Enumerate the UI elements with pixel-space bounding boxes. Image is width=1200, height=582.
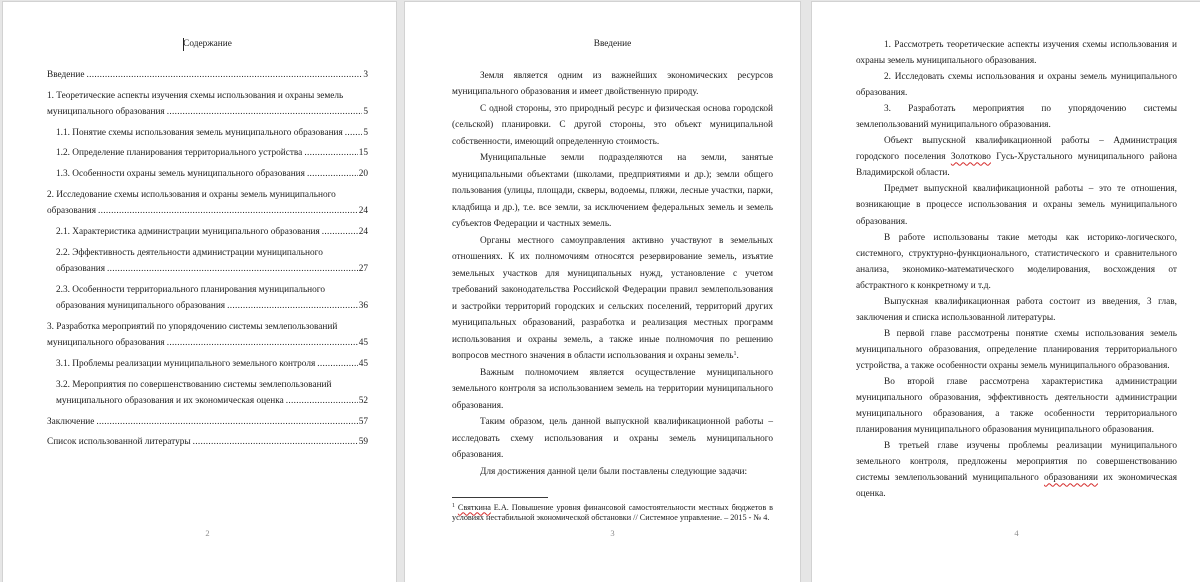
text-line: субъектов Федерации и частных земель. bbox=[452, 219, 612, 230]
paragraph bbox=[856, 230, 1177, 294]
text-line: использования и охраны земель, а также иные полномочия по решению bbox=[452, 334, 773, 345]
text-segment: Гусь-Хрустального муниципального района bbox=[990, 152, 1177, 163]
text-line: Органы местного самоуправления активно участвуют в земельных bbox=[480, 235, 773, 246]
text-line: отношениях. К их полномочиям относятся резервирование земель, изъятие bbox=[452, 252, 773, 263]
toc-entry-line bbox=[56, 166, 368, 182]
dot-leader bbox=[165, 104, 363, 120]
footnote bbox=[452, 503, 773, 524]
footnote-reference[interactable]: 1 bbox=[452, 502, 455, 509]
text-line: устройства, а также особенности охраны земель муниципального образования. bbox=[856, 360, 1170, 371]
toc-page-number: 24 bbox=[358, 206, 368, 217]
text-line: муниципального образования, а также особенности территориального bbox=[856, 409, 1177, 420]
text-line bbox=[856, 149, 1177, 165]
toc-entry-text: 2.3. Особенности территориального планирования муниципального bbox=[56, 284, 326, 295]
toc-entry-text: Заключение bbox=[47, 416, 95, 427]
text-segment: вопросов местного значения в области использования и охраны земель bbox=[452, 351, 734, 362]
dot-leader bbox=[84, 67, 362, 83]
toc-page-number: 36 bbox=[358, 301, 368, 312]
paragraph bbox=[452, 101, 773, 151]
text-segment: их экономическая bbox=[1098, 473, 1177, 484]
text-line: Для достижения данной цели были поставлены следующие задачи: bbox=[480, 466, 748, 477]
text-line: Земля является одним из важнейших экономических ресурсов bbox=[480, 70, 773, 81]
paragraph bbox=[452, 233, 773, 365]
toc-entry-line bbox=[56, 125, 368, 141]
text-line bbox=[452, 348, 773, 365]
text-line: Муниципальные земли подразделяются на земли, занятые bbox=[480, 153, 773, 164]
toc-entry-line bbox=[56, 393, 368, 409]
toc-entry[interactable] bbox=[47, 166, 368, 182]
text-line: Выпускная квалификационная работа состоит из введения, 3 глав, bbox=[884, 296, 1177, 307]
text-line: Важным полномочием является осуществление муниципального bbox=[480, 367, 773, 378]
text-line: кладбища и др.), т.е. все земли, за исключением федеральных земель и земель bbox=[452, 202, 773, 213]
toc-entry-line bbox=[56, 145, 368, 161]
dot-leader bbox=[94, 414, 357, 430]
paragraph bbox=[856, 133, 1177, 181]
text-line: 2. Исследовать схемы использования и охраны земель муниципального bbox=[884, 72, 1177, 83]
toc-entry[interactable] bbox=[47, 434, 368, 450]
text-line: требований законодательства Российской Федерации правил землепользования bbox=[452, 285, 773, 296]
toc-page-number: 15 bbox=[358, 148, 368, 159]
text-line: охраны земель муниципального образования. bbox=[856, 56, 1037, 67]
dot-leader bbox=[315, 356, 357, 372]
text-line: и застройки территорий городских и сельских поселений, территорий других bbox=[452, 301, 773, 312]
dot-leader bbox=[284, 393, 358, 409]
toc-entry-text: 1. Теоретические аспекты изучения схемы использования и охраны земель bbox=[47, 90, 344, 101]
toc-entry-text: муниципального образования bbox=[47, 106, 165, 117]
paragraph bbox=[452, 464, 773, 481]
text-line: муниципального образования, определение планирования территориального bbox=[856, 344, 1177, 355]
toc-entry-line bbox=[47, 104, 368, 120]
paragraph bbox=[856, 37, 1177, 69]
toc-entry[interactable] bbox=[47, 187, 368, 220]
toc-entry-text: 2. Исследование схемы использования и охраны земель муниципального bbox=[47, 189, 336, 200]
document-page-2 bbox=[3, 2, 396, 582]
text-line: планирования муниципального образования муниципального образования. bbox=[856, 425, 1155, 436]
toc-page-number: 24 bbox=[358, 226, 368, 237]
text-segment: системы землепользований муниципального bbox=[856, 473, 1044, 484]
text-segment: . bbox=[736, 351, 739, 362]
toc-entry[interactable] bbox=[47, 224, 368, 240]
page-body bbox=[452, 68, 773, 481]
text-line: Таким образом, цель данной выпускной квалификационной работы – bbox=[480, 417, 773, 428]
toc-entry-text: образования муниципального образования bbox=[56, 301, 226, 312]
toc-page-number: 27 bbox=[358, 263, 368, 274]
dot-leader bbox=[302, 145, 357, 161]
text-line: В первой главе рассмотрены понятие схемы использования земель bbox=[884, 328, 1177, 339]
paragraph bbox=[452, 68, 773, 101]
dot-leader bbox=[305, 166, 358, 182]
toc-entry-line bbox=[47, 335, 368, 351]
paragraph bbox=[856, 374, 1177, 438]
toc-entry[interactable] bbox=[47, 125, 368, 141]
text-line: условиях нестабильной экономической обстановки // Системное управление. – 2015 - № 4. bbox=[452, 513, 770, 522]
text-line: муниципального образования и имеет двойственную природу. bbox=[452, 87, 699, 98]
footnote-separator bbox=[452, 497, 548, 498]
text-line: Во второй главе рассмотрена характеристика администрации bbox=[884, 376, 1177, 387]
toc-entry[interactable] bbox=[47, 88, 368, 121]
dot-leader bbox=[105, 261, 358, 277]
paragraph bbox=[856, 181, 1177, 229]
text-line: В работе использованы такие методы как историко-логического, bbox=[884, 232, 1177, 243]
page-body bbox=[856, 37, 1177, 502]
document-page-3 bbox=[405, 2, 800, 582]
toc-entry-text: 1.2. Определение планирования территориального устройства bbox=[56, 148, 303, 159]
text-line: Предмет выпускной квалификационной работы – это те отношения, bbox=[884, 184, 1177, 195]
toc-entry[interactable] bbox=[47, 245, 368, 278]
toc-page-number: 45 bbox=[358, 358, 368, 369]
toc-entry-text: муниципального образования и их экономическая оценка bbox=[56, 395, 284, 406]
toc-entry-text: муниципального образования bbox=[47, 338, 165, 349]
text-line: заключения и списка использованной литературы. bbox=[856, 312, 1056, 323]
paragraph bbox=[856, 101, 1177, 133]
text-line: собственности, имеющий определенную стоимость. bbox=[452, 136, 660, 147]
paragraph bbox=[856, 438, 1177, 502]
paragraph bbox=[856, 69, 1177, 101]
text-segment: городского поселения bbox=[856, 152, 951, 163]
misspelled-word[interactable]: образованияи bbox=[1043, 473, 1098, 484]
toc-page-number: 3 bbox=[363, 69, 368, 80]
toc-entry[interactable] bbox=[47, 319, 368, 352]
text-line bbox=[452, 503, 773, 514]
section-heading: Введение bbox=[593, 39, 632, 49]
text-line: земельного контроля, предложены мероприятия по совершенствованию bbox=[856, 457, 1177, 468]
dot-leader bbox=[165, 335, 358, 351]
text-line: муниципальными объектами (школами, предприятиями и др.); земли общего bbox=[452, 169, 773, 180]
toc-entry-text: 1.3. Особенности охраны земель муниципального образования bbox=[56, 169, 305, 180]
toc-entry-text: образования bbox=[47, 206, 97, 217]
page-number: 3 bbox=[610, 528, 615, 538]
toc-entry-text: 1.1. Понятие схемы использования земель муниципального образования bbox=[56, 127, 343, 138]
text-line: образования. bbox=[856, 216, 908, 227]
toc-entry-text: 2.1. Характеристика администрации муниципального образования bbox=[56, 226, 320, 237]
toc-entry-text: Список использованной литературы bbox=[47, 437, 191, 448]
toc-entry-line bbox=[47, 414, 368, 430]
paragraph bbox=[452, 365, 773, 415]
toc-page-number: 5 bbox=[363, 106, 368, 117]
text-line: исследовать схему использования и охраны земель муниципального bbox=[452, 433, 773, 444]
toc-entry-line bbox=[56, 261, 368, 277]
text-line: Объект выпускной квалификационной работы – Администрация bbox=[884, 136, 1177, 147]
toc-heading: Содержание bbox=[183, 39, 232, 49]
text-line: образования. bbox=[856, 88, 908, 99]
toc-entry[interactable] bbox=[47, 67, 368, 83]
toc-entry-text: Введение bbox=[47, 69, 85, 80]
document-page-4 bbox=[812, 2, 1200, 582]
toc-page-number: 20 bbox=[358, 169, 368, 180]
toc-entry-line bbox=[56, 224, 368, 240]
toc-entry[interactable] bbox=[47, 356, 368, 372]
toc-entry[interactable] bbox=[47, 145, 368, 161]
text-line: системного, структурно-функционального, статистического и сравнительного bbox=[856, 248, 1177, 259]
text-line: земельных участков для муниципальных нужд, установление с учетом bbox=[452, 268, 773, 279]
toc-entry[interactable] bbox=[47, 414, 368, 430]
page-number: 4 bbox=[1014, 528, 1019, 538]
toc-entry-line bbox=[56, 356, 368, 372]
page-number: 2 bbox=[205, 528, 210, 538]
text-line: пользования (улицы, площади, скверы, водоемы, пляжи, лесные участки, парки, bbox=[452, 186, 773, 197]
text-line: анализа, экономико-математического моделирования, восхождения от bbox=[856, 264, 1177, 275]
paragraph bbox=[452, 150, 773, 233]
text-line: возникающие в процессе использования и охраны земель муниципального bbox=[856, 200, 1177, 211]
text-line: муниципальных образований, разработка и реализация местных программ bbox=[452, 318, 773, 329]
toc-entry-line bbox=[47, 67, 368, 83]
text-line: оценка. bbox=[856, 489, 886, 500]
paragraph bbox=[856, 326, 1177, 374]
toc-page-number: 52 bbox=[358, 395, 368, 406]
text-line: 3. Разработать мероприятия по упорядочению системы bbox=[884, 104, 1177, 115]
text-line: абстрактного к конкретному и т.д. bbox=[856, 280, 991, 291]
toc-page-number: 57 bbox=[358, 416, 368, 427]
toc-entry-text: 3. Разработка мероприятий по упорядочению системы землепользований bbox=[47, 321, 338, 332]
toc-entry-text: 3.1. Проблемы реализации муниципального земельного контроля bbox=[56, 358, 316, 369]
dot-leader bbox=[320, 224, 358, 240]
text-line bbox=[856, 470, 1177, 486]
paragraph bbox=[452, 414, 773, 464]
text-line: землепользований муниципального образования. bbox=[856, 120, 1051, 131]
dot-leader bbox=[343, 125, 363, 141]
toc-entry-text: образования bbox=[56, 263, 106, 274]
text-line: земельного контроля за использованием земель на территории муниципального bbox=[452, 384, 773, 395]
misspelled-word[interactable]: Святкина bbox=[457, 502, 491, 512]
text-line: образования. bbox=[452, 400, 504, 411]
text-line: С одной стороны, это природный ресурс и физическая основа городской bbox=[480, 103, 773, 114]
text-line: Владимирской области. bbox=[856, 168, 950, 179]
text-line: 1. Рассмотреть теоретические аспекты изучения схемы использования и bbox=[884, 40, 1177, 50]
toc-entry-text: 3.2. Мероприятия по совершенствованию системы землепользований bbox=[56, 379, 332, 390]
text-segment: Е.А. Повышение уровня финансовой самостоятельности местных бюджетов в bbox=[490, 502, 773, 512]
toc-page-number: 5 bbox=[363, 127, 368, 138]
toc-entry-line bbox=[47, 434, 368, 450]
dot-leader bbox=[96, 203, 358, 219]
text-line: муниципального образования, эффективность деятельности администрации bbox=[856, 393, 1177, 404]
text-line: В третьей главе изучены проблемы реализации муниципального bbox=[884, 441, 1177, 452]
table-of-contents bbox=[47, 67, 368, 455]
toc-entry-line bbox=[56, 298, 368, 314]
toc-page-number: 45 bbox=[358, 338, 368, 349]
toc-page-number: 59 bbox=[358, 437, 368, 448]
footnote-reference[interactable]: 1 bbox=[733, 351, 737, 358]
paragraph bbox=[856, 294, 1177, 326]
toc-entry-text: 2.2. Эффективность деятельности администрации муниципального bbox=[56, 247, 323, 258]
text-line: (сельской) планировки. С другой стороны, это объект муниципальной bbox=[452, 120, 773, 131]
misspelled-word[interactable]: Золотково bbox=[950, 152, 991, 163]
dot-leader bbox=[225, 298, 358, 314]
text-line: образования. bbox=[452, 450, 504, 461]
dot-leader bbox=[191, 434, 358, 450]
toc-entry-line bbox=[47, 203, 368, 219]
toc-entry[interactable] bbox=[47, 282, 368, 315]
toc-entry[interactable] bbox=[47, 377, 368, 410]
